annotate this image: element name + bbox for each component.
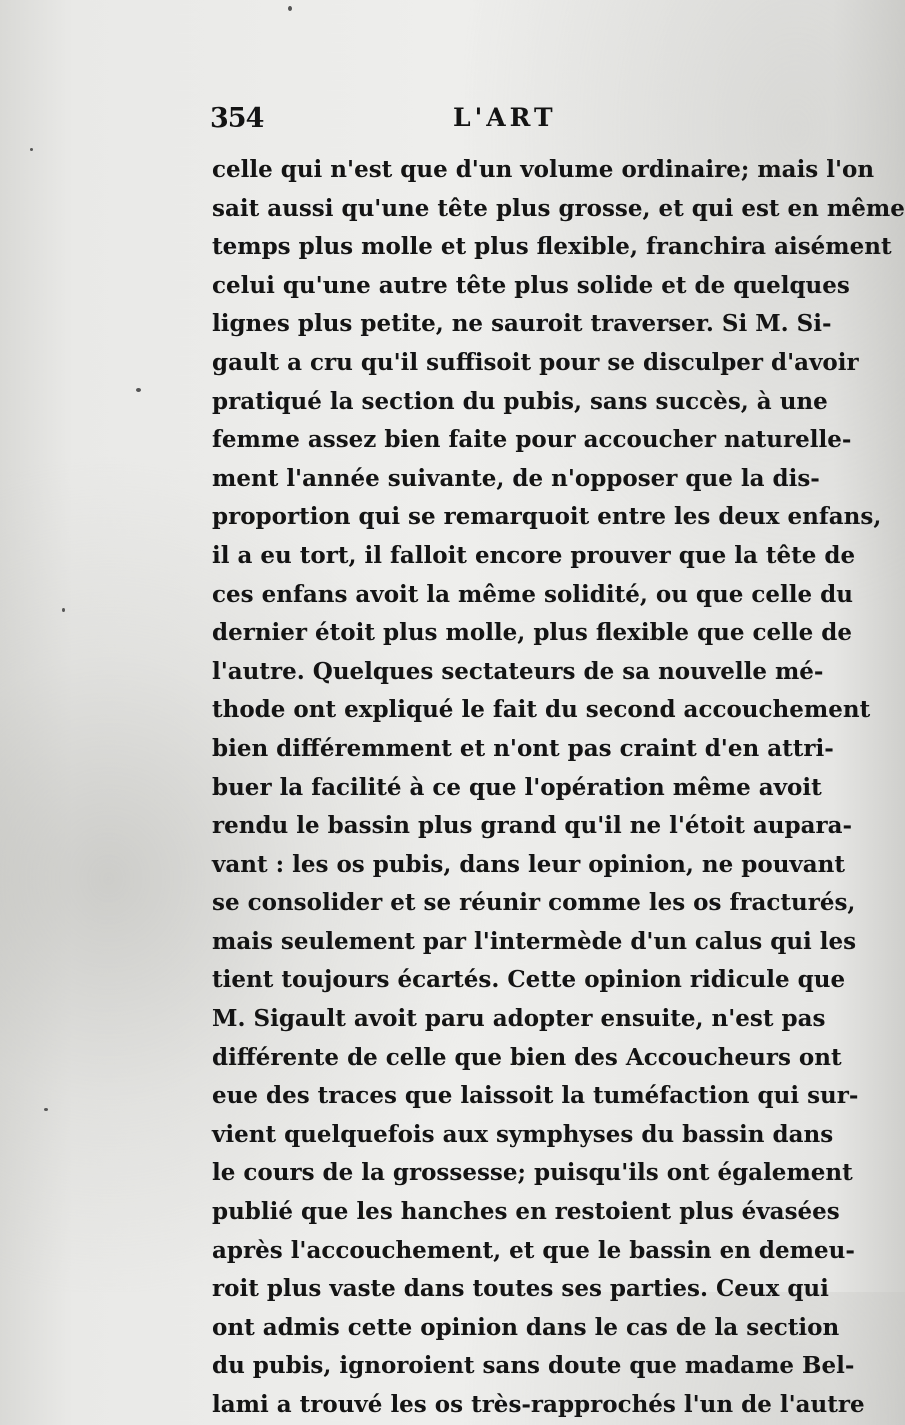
text-line: vant : les os pubis, dans leur opinion, ne pouvant <box>212 850 846 878</box>
text-line: tient toujours écartés. Cette opinion ridicule que <box>212 966 846 994</box>
text-line: différente de celle que bien des Accoucheurs ont <box>212 1043 842 1071</box>
text-line: bien différemment et n'ont pas craint d'en attri- <box>212 734 834 762</box>
paper-speck <box>62 608 65 612</box>
text-line: pratiqué la section du pubis, sans succès, à une <box>212 387 828 415</box>
text-line: roit plus vaste dans toutes ses parties. Ceux qui <box>212 1275 829 1303</box>
text-line: lignes plus petite, ne sauroit traverser. Si M. Si- <box>212 310 832 338</box>
paper-speck <box>136 388 141 392</box>
text-line: buer la facilité à ce que l'opération même avoit <box>212 773 822 801</box>
text-line: M. Sigault avoit paru adopter ensuite, n'est pas <box>212 1005 826 1033</box>
page-header <box>210 103 580 143</box>
text-line: thode ont expliqué le fait du second accouchement <box>212 696 871 724</box>
text-line: le cours de la grossesse; puisqu'ils ont également <box>212 1159 853 1187</box>
text-line: mais seulement par l'intermède d'un calus qui les <box>212 927 857 955</box>
text-line: rendu le bassin plus grand qu'il ne l'étoit aupara- <box>212 812 853 840</box>
text-line: publié que les hanches en restoient plus évasées <box>212 1198 840 1226</box>
text-line: vient quelquefois aux symphyses du bassin dans <box>212 1120 834 1148</box>
paper-speck <box>44 1108 48 1111</box>
text-line: ces enfans avoit la même solidité, ou que celle du <box>212 580 853 608</box>
text-line: proportion qui se remarquoit entre les deux enfans, <box>212 503 882 531</box>
paper-speck <box>288 6 292 11</box>
paper-speck <box>30 148 33 151</box>
text-line: ont admis cette opinion dans le cas de la section <box>212 1313 840 1341</box>
body-text <box>212 151 905 1425</box>
text-line: il a eu tort, il falloit encore prouver que la tête de <box>212 541 856 569</box>
text-line: temps plus molle et plus flexible, franchira aisément <box>212 233 892 261</box>
text-line: se consolider et se réunir comme les os fracturés, <box>212 889 856 917</box>
page-number: 354 <box>210 103 264 134</box>
text-line: gault a cru qu'il suffisoit pour se disculper d'avoir <box>212 348 859 376</box>
text-line: lami a trouvé les os très-rapprochés l'un de l'autre <box>212 1391 865 1418</box>
text-line: ment l'année suivante, de n'opposer que la dis- <box>212 464 820 492</box>
text-line: eue des traces que laissoit la tuméfaction qui sur- <box>212 1082 859 1110</box>
text-line: dernier étoit plus molle, plus flexible que celle de <box>212 619 852 647</box>
text-line: celle qui n'est que d'un volume ordinaire; mais l'on <box>212 156 875 183</box>
text-line: du pubis, ignoroient sans doute que madame Bel- <box>212 1352 855 1380</box>
text-line: celui qu'une autre tête plus solide et de quelques <box>212 271 850 299</box>
text-line: après l'accouchement, et que le bassin en demeu- <box>212 1236 855 1264</box>
text-line: l'autre. Quelques sectateurs de sa nouvelle mé- <box>212 657 824 685</box>
text-line: femme assez bien faite pour accoucher naturelle- <box>212 426 852 454</box>
text-line: sait aussi qu'une tête plus grosse, et qui est en même <box>212 194 905 222</box>
running-title: L'ART <box>453 103 557 132</box>
